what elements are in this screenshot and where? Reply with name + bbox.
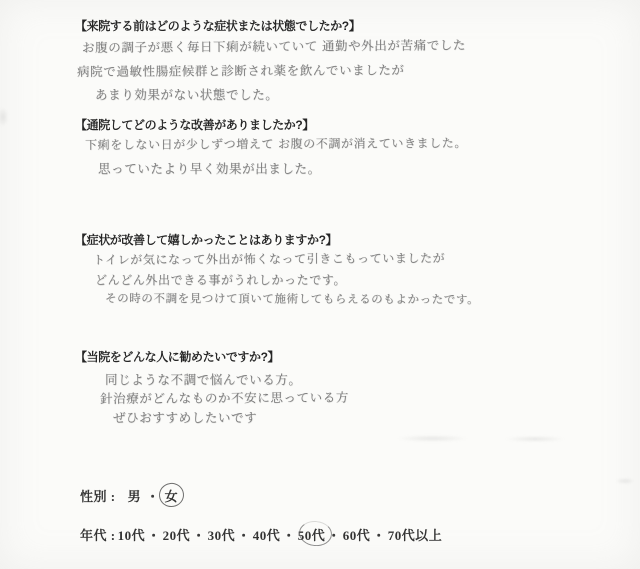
answer-2-line-1: 下痢をしない日が少しずつ増えて お腹の不調が消えていきました。 <box>84 136 467 152</box>
age-option-70s-plus: 70代以上 <box>387 528 443 543</box>
option-separator: ・ <box>147 528 161 543</box>
option-separator: ・ <box>237 528 251 543</box>
answer-3-line-1: トイレが気になって外出が怖くなって引きこもっていましたが <box>92 251 446 267</box>
option-separator: ・ <box>282 528 296 543</box>
answer-1-line-3: あまり効果がない状態でした。 <box>95 88 279 102</box>
answer-4-line-2: 針治療がどんなものか不安に思っている方 <box>99 390 349 406</box>
age-option-40s: 40代 <box>252 528 281 543</box>
scan-smudge <box>612 477 638 485</box>
gender-label: 性別 : <box>80 489 116 504</box>
answer-3-line-2: どんどん外出できる事がうれしかったです。 <box>95 273 347 287</box>
option-separator: ・ <box>372 528 386 543</box>
age-option-50s-label: 50代 <box>297 528 326 543</box>
answer-3-line-3: その時の不調を見つけて頂いて施術してもらえるのもよかったです。 <box>104 293 480 307</box>
age-option-20s: 20代 <box>162 528 191 543</box>
answer-4-line-3: ぜひおすすめしたいです <box>113 411 258 425</box>
age-option-60s: 60代 <box>342 528 371 543</box>
gender-option-male: 男 <box>127 489 142 504</box>
scan-smudge <box>495 435 575 443</box>
question-4-label: 【当院をどんな人に勧めたいですか?】 <box>75 350 280 364</box>
scan-smudge <box>385 434 480 443</box>
age-option-10s: 10代 <box>117 528 146 543</box>
age-label: 年代 : <box>80 528 116 543</box>
answer-1-line-2: 病院で過敏性腸症候群と診断され薬を飲んでいましたが <box>76 63 405 79</box>
question-2-label: 【通院してどのような改善がありましたか?】 <box>75 118 314 132</box>
age-row <box>80 525 442 544</box>
age-option-50s <box>298 525 326 544</box>
answer-1-line-1: お腹の調子が悪く毎日下痢が続いていて 通勤や外出が苦痛でした <box>81 38 467 55</box>
gender-row <box>80 486 178 505</box>
option-separator: ・ <box>327 528 341 543</box>
option-separator: ・ <box>146 489 160 504</box>
gender-option-female <box>165 486 179 505</box>
gender-option-female-label: 女 <box>164 489 179 504</box>
question-1-label: 【来院する前はどのような症状または状態でしたか?】 <box>75 19 361 33</box>
age-option-30s: 30代 <box>207 528 236 543</box>
question-3-label: 【症状が改善して嬉しかったことはありますか?】 <box>75 233 338 247</box>
answer-2-line-2: 思っていたより早く効果が出ました。 <box>98 162 321 176</box>
option-separator: ・ <box>192 528 206 543</box>
scan-smudge <box>0 104 10 130</box>
answer-4-line-1: 同じような不調で悩んでいる方。 <box>105 373 302 387</box>
